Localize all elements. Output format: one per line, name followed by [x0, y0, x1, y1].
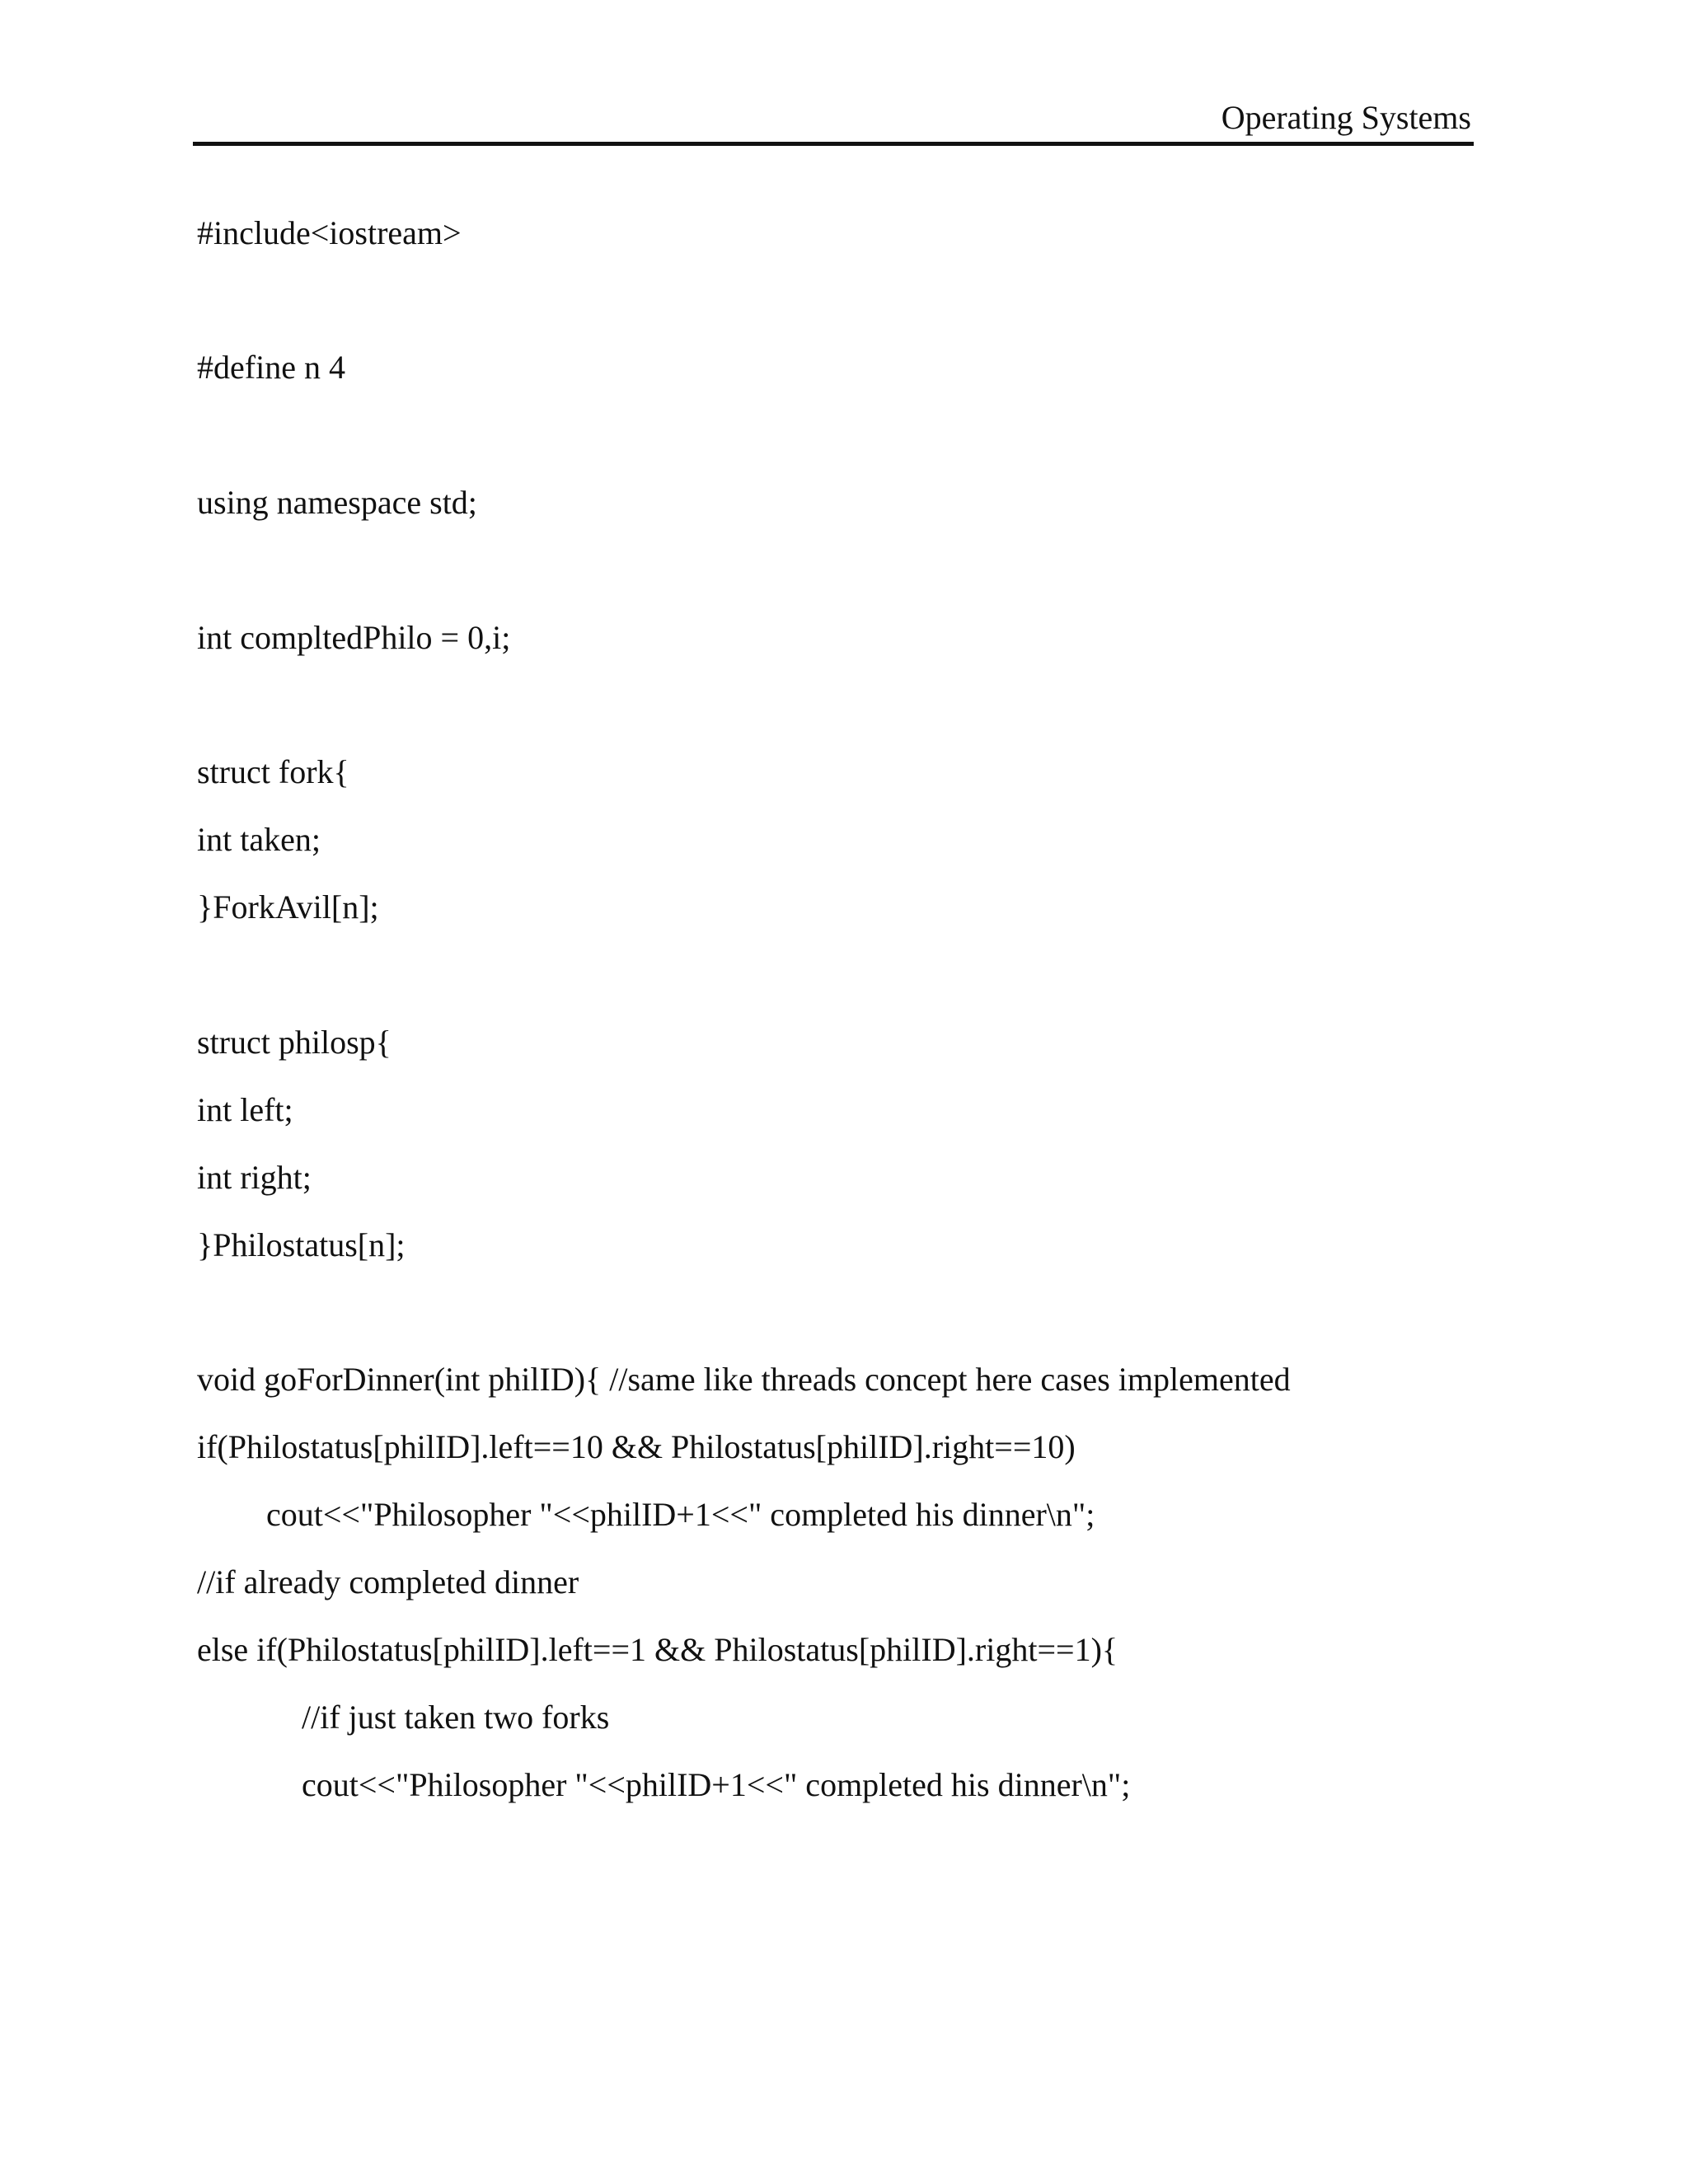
code-line: int compltedPhilo = 0,i;: [197, 619, 511, 656]
code-line: int left;: [197, 1091, 293, 1128]
code-line: }ForkAvil[n];: [197, 888, 379, 926]
code-line: }Philostatus[n];: [197, 1226, 406, 1263]
code-line: void goForDinner(int philID){ //same like threads concept here cases implemented: [197, 1361, 1291, 1398]
code-line: struct fork{: [197, 753, 349, 790]
code-line: int taken;: [197, 821, 321, 858]
code-line: cout<<"Philosopher "<<philID+1<<" completed his dinner\n";: [302, 1766, 1131, 1803]
code-line: struct philosp{: [197, 1024, 392, 1061]
code-line: if(Philostatus[philID].left==10 && Philostatus[philID].right==10): [197, 1428, 1076, 1465]
code-line: //if just taken two forks: [302, 1699, 610, 1736]
code-line: else if(Philostatus[philID].left==1 && Philostatus[philID].right==1){: [197, 1631, 1118, 1668]
page-header-title: Operating Systems: [1221, 99, 1471, 136]
code-line: cout<<"Philosopher "<<philID+1<<" completed his dinner\n";: [266, 1496, 1095, 1533]
code-line: #define n 4: [197, 349, 345, 386]
code-line: #include<iostream>: [197, 214, 462, 251]
code-line: using namespace std;: [197, 484, 477, 521]
header-divider: [193, 142, 1474, 146]
code-line: //if already completed dinner: [197, 1563, 579, 1601]
code-line: int right;: [197, 1159, 312, 1196]
